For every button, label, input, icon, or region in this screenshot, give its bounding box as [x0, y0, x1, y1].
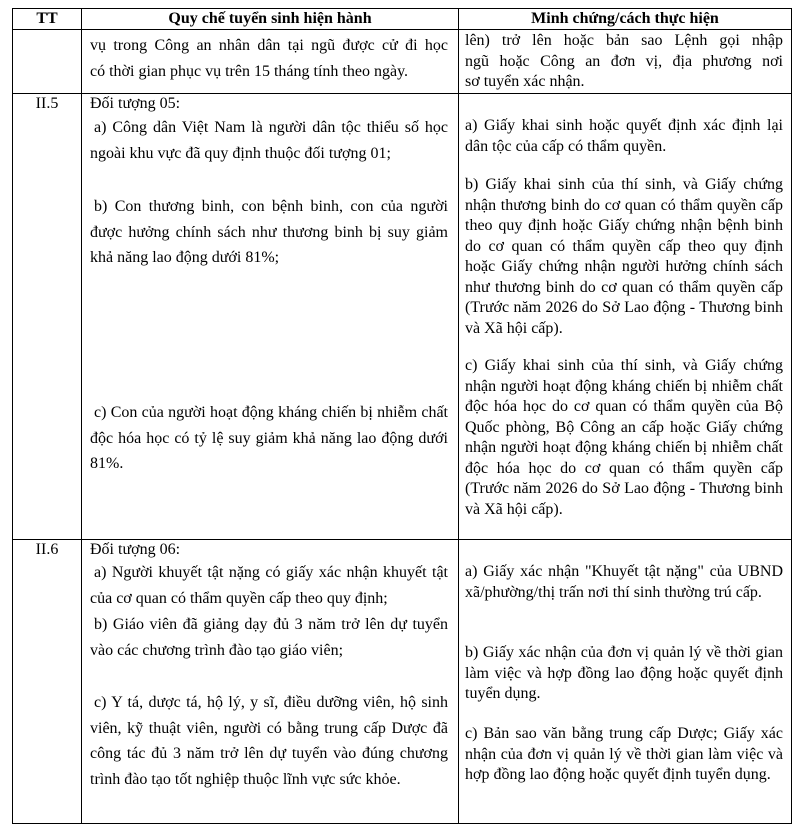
evidence-cell: [459, 94, 792, 540]
evidence-item: c) Bản sao văn bằng trung cấp Dược; Giấy xác nhận của đơn vị quản lý về thời gian làm việc và hợp đồng lao động hoặc quyết định tuyển dụng.: [465, 725, 783, 783]
regulation-item: a) Công dân Việt Nam là người dân tộc thiểu số học ngoài khu vực đã quy định thuộc đối tượng 01;: [90, 119, 448, 162]
regulation-cell: [82, 94, 459, 540]
table-row: [13, 540, 792, 824]
regulation-item: b) Giáo viên đã giảng dạy đủ 3 năm trở lên dự tuyển vào các chương trình đào tạo giáo viên;: [90, 616, 448, 659]
regulation-item: a) Người khuyết tật nặng có giấy xác nhận khuyết tật của cơ quan có thẩm quyền cấp theo quy định;: [90, 564, 448, 607]
regulation-item: c) Y tá, dược tá, hộ lý, y sĩ, điều dưỡng viên, hộ sinh viên, kỹ thuật viên, người có bằng trung cấp Dược đã công tác đủ 3 năm trở lên dự tuyển vào đúng chương trình đào tạo tốt nghiệp thuộc lĩnh vực sức khỏe.: [90, 694, 448, 788]
evidence-line: lên) trở lên hoặc bản sao Lệnh gọi nhập: [465, 32, 783, 49]
regulation-item: b) Con thương binh, con bệnh binh, con của người được hưởng chính sách như thương binh bị suy giảm khả năng lao động dưới 81%;: [90, 198, 448, 266]
regulation-cell: [82, 30, 459, 94]
evidence-item: b) Giấy xác nhận của đơn vị quản lý về thời gian làm việc và hợp đồng lao động hoặc quyết định tuyển dụng.: [465, 644, 783, 702]
tt-cell: II.5: [13, 94, 82, 540]
header-row: [13, 9, 792, 30]
regulation-line: có thời gian phục vụ trên 15 tháng tính theo ngày.: [90, 63, 409, 80]
group-heading: Đối tượng 05:: [90, 95, 181, 112]
header-evidence: Minh chứng/cách thực hiện: [459, 9, 792, 30]
tt-cell: II.6: [13, 540, 82, 824]
evidence-line: ngũ hoặc Công an đơn vị, địa phương nơi: [465, 52, 783, 70]
evidence-item: b) Giấy khai sinh của thí sinh, và Giấy chứng nhận thương binh do cơ quan có thẩm quyền cấp theo quy định hoặc Giấy chứng nhận bệnh binh do cơ quan có thẩm quyền cấp theo quy định hoặc Giấy chứng nhận người hưởng chính sách như thương binh do cơ quan có thẩm quyền cấp (Trước năm 2026 do Sở Lao động - Thương binh và Xã hội cấp).: [465, 176, 783, 337]
regulation-item: c) Con của người hoạt động kháng chiến bị nhiễm chất độc hóa học có tỷ lệ suy giảm khả năng lao động dưới 81%.: [90, 404, 448, 472]
table-row: [13, 94, 792, 540]
table-row: [13, 30, 792, 94]
header-regulation: Quy chế tuyển sinh hiện hành: [82, 9, 459, 30]
regulation-line: vụ trong Công an nhân dân tại ngũ được cử đi học: [90, 37, 448, 54]
evidence-item: a) Giấy xác nhận "Khuyết tật nặng" của UBND xã/phường/thị trấn nơi thí sinh thường trú cấp.: [465, 563, 783, 601]
tt-cell: [13, 30, 82, 94]
regulation-cell: [82, 540, 459, 824]
evidence-item: a) Giấy khai sinh hoặc quyết định xác định lại dân tộc của cấp có thẩm quyền.: [465, 117, 783, 155]
regulation-table: [12, 8, 792, 824]
evidence-item: c) Giấy khai sinh của thí sinh, và Giấy chứng nhận người hoạt động kháng chiến bị nhiễm chất độc hóa học do cơ quan có thẩm quyền của Bộ Quốc phòng, Bộ Công an cấp hoặc Giấy chứng nhận người hoạt động kháng chiến bị nhiễm chất độc hóa học do cơ quan có thẩm quyền cấp (Trước năm 2026 do Sở Lao động - Thương binh và Xã hội cấp).: [465, 357, 783, 518]
evidence-cell: [459, 540, 792, 824]
group-heading: Đối tượng 06:: [90, 541, 181, 558]
evidence-line: sơ tuyển xác nhận.: [465, 73, 585, 90]
header-tt: TT: [13, 9, 82, 30]
evidence-cell: [459, 30, 792, 94]
